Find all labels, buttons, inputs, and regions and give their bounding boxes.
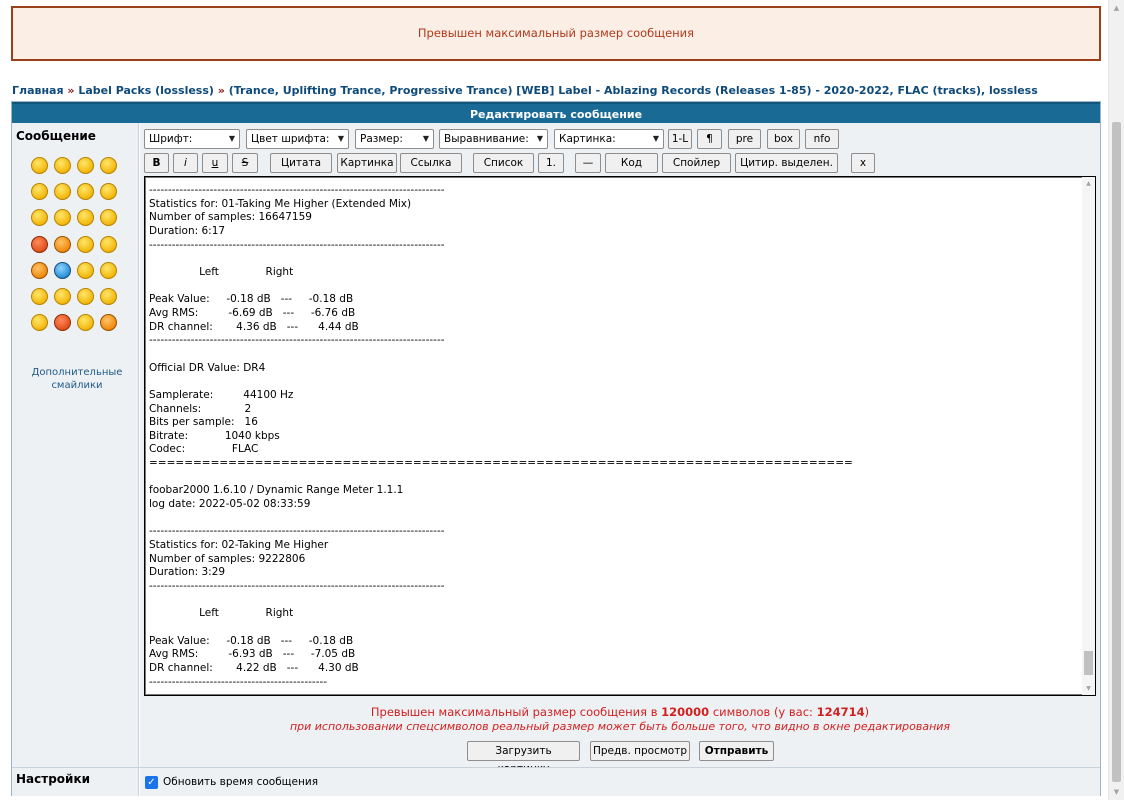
- textarea-scrollbar[interactable]: [1082, 177, 1095, 695]
- redface-smiley-icon[interactable]: [77, 209, 94, 226]
- size-error-message: [140, 705, 1100, 719]
- submit-button[interactable]: Отправить: [699, 741, 774, 761]
- message-textarea[interactable]: [144, 176, 1096, 696]
- more-smileys-link[interactable]: Дополнительные смайлики: [31, 367, 123, 391]
- sad-smiley-icon-glyph: 🙁: [80, 161, 91, 170]
- link-button[interactable]: Ссылка: [400, 153, 462, 173]
- eek-smiley-icon-glyph: 😲: [35, 187, 44, 197]
- arrow-smiley-icon[interactable]: [100, 262, 117, 279]
- confused-smiley-icon[interactable]: [54, 183, 71, 200]
- cool-smiley-icon-glyph: 😎: [81, 187, 90, 197]
- breadcrumb: [12, 84, 1038, 97]
- cool-smiley-icon[interactable]: [77, 183, 94, 200]
- size-select-value: Размер:: [360, 133, 403, 145]
- update-time-checkbox[interactable]: [145, 776, 158, 789]
- update-time-label[interactable]: Обновить время сообщения: [163, 776, 319, 788]
- grin-smiley-icon[interactable]: [31, 157, 48, 174]
- chevron-down-icon: ▼: [228, 134, 235, 143]
- smile-smiley-icon-glyph: 🙂: [57, 161, 68, 170]
- redface-smiley-icon-glyph: 😳: [81, 213, 90, 223]
- razz-smiley-icon-glyph: 😛: [58, 213, 67, 223]
- scroll-up-icon[interactable]: ▲: [1086, 180, 1091, 187]
- grinning-smiley-icon[interactable]: [100, 288, 117, 305]
- question-smiley-icon-glyph: ?: [60, 265, 65, 275]
- image-select-value: Картинка:: [559, 133, 616, 145]
- dizzy-smiley-icon-glyph: 😵: [35, 318, 44, 328]
- box-button[interactable]: box: [767, 129, 800, 149]
- kiss-smiley-icon[interactable]: [100, 314, 117, 331]
- list-button[interactable]: Список: [473, 153, 534, 173]
- surprised-smiley-icon-glyph: 😮: [104, 161, 113, 170]
- horizontal-rule-button[interactable]: —: [575, 153, 601, 173]
- arrow-smiley-icon-glyph: ➜: [105, 265, 112, 275]
- exclaim-smiley-icon-glyph: !: [37, 265, 42, 275]
- kiss-smiley-icon-glyph: 😚: [104, 318, 113, 328]
- page-scrollbar-thumb[interactable]: [1112, 122, 1121, 782]
- grinning-smiley-icon-glyph: 😁: [104, 291, 113, 301]
- arrow-left-smiley-icon-glyph: ⬅: [36, 291, 43, 301]
- size-error-suffix: ): [864, 705, 870, 719]
- list-item-button[interactable]: 1.: [538, 153, 564, 173]
- font-select[interactable]: [144, 129, 240, 149]
- laugh-smiley-icon-glyph: 😆: [104, 187, 113, 197]
- form-header: Редактировать сообщение: [12, 102, 1100, 123]
- italic-button[interactable]: i: [173, 153, 198, 173]
- fist-smiley-icon-glyph: ✊: [57, 318, 68, 328]
- twisted-smiley-icon-glyph: 😈: [58, 239, 67, 249]
- chevron-down-icon: ▼: [652, 134, 659, 143]
- page-scrollbar[interactable]: [1108, 0, 1124, 800]
- idea-smiley-icon[interactable]: [77, 262, 94, 279]
- chevron-down-icon: ▼: [337, 134, 344, 143]
- cry-smiley-icon[interactable]: [100, 209, 117, 226]
- evil-smiley-icon[interactable]: [31, 236, 48, 253]
- message-sidebar: [12, 123, 139, 767]
- quote-selection-button[interactable]: Цитир. выделен.: [735, 153, 838, 173]
- align-select[interactable]: [439, 129, 548, 149]
- grin-smiley-icon-glyph: 😄: [35, 161, 44, 170]
- error-banner: [11, 6, 1101, 61]
- underline-button[interactable]: u: [202, 153, 228, 173]
- idea-smiley-icon-glyph: 💡: [80, 265, 91, 275]
- arrow-left-smiley-icon[interactable]: [31, 288, 48, 305]
- wink-smiley-icon[interactable]: [100, 236, 117, 253]
- strike-button[interactable]: S: [232, 153, 258, 173]
- fist-smiley-icon[interactable]: [54, 314, 71, 331]
- question-smiley-icon[interactable]: [54, 262, 71, 279]
- paragraph-button[interactable]: ¶: [697, 129, 722, 149]
- image-select[interactable]: [554, 129, 664, 149]
- message-section-title: Сообщение: [16, 129, 96, 143]
- twisted-smiley-icon[interactable]: [54, 236, 71, 253]
- textarea-scrollbar-thumb[interactable]: [1084, 651, 1093, 675]
- size-error-middle: символов (у вас:: [712, 705, 813, 719]
- breadcrumb-separator: »: [217, 84, 225, 97]
- size-error-current: 124714: [816, 705, 865, 719]
- preview-button[interactable]: Предв. просмотр: [590, 741, 690, 761]
- rolleyes-smiley-icon-glyph: 🙄: [80, 239, 91, 249]
- eek-smiley-icon[interactable]: [31, 183, 48, 200]
- angry-smiley-icon-glyph: 😣: [58, 291, 67, 301]
- quote-button[interactable]: Цитата: [270, 153, 332, 173]
- align-select-value: Выравнивание:: [444, 133, 529, 145]
- one-l-button[interactable]: 1-L: [668, 129, 692, 149]
- font-select-value: Шрифт:: [149, 133, 193, 145]
- bold-button[interactable]: B: [144, 153, 169, 173]
- settings-options: [140, 768, 1100, 796]
- settings-label: Настройки: [12, 768, 139, 796]
- nfo-button[interactable]: nfo: [805, 129, 839, 149]
- close-tags-button[interactable]: x: [851, 153, 875, 173]
- editor-area: [140, 123, 1100, 767]
- angry-smiley-icon[interactable]: [54, 288, 71, 305]
- tongue-smiley-icon-glyph: 😜: [81, 291, 90, 301]
- sad-smiley-icon[interactable]: [77, 157, 94, 174]
- breadcrumb-separator: »: [67, 84, 75, 97]
- size-select[interactable]: [355, 129, 434, 149]
- hmm-smiley-icon[interactable]: [77, 314, 94, 331]
- scroll-down-icon[interactable]: ▼: [1086, 685, 1091, 692]
- spoiler-button[interactable]: Спойлер: [662, 153, 731, 173]
- upload-image-button[interactable]: Загрузить: [467, 741, 580, 761]
- smiley-grid: [31, 157, 123, 340]
- chevron-down-icon: ▼: [422, 134, 429, 143]
- edit-post-form: [11, 101, 1101, 796]
- font-color-select[interactable]: [246, 129, 349, 149]
- scroll-down-icon[interactable]: ▼: [1113, 788, 1120, 796]
- scroll-up-icon[interactable]: ▲: [1113, 4, 1120, 12]
- chevron-down-icon: ▼: [536, 134, 543, 143]
- size-error-limit: 120000: [661, 705, 710, 719]
- smile-smiley-icon[interactable]: [54, 157, 71, 174]
- mad-smiley-icon[interactable]: [31, 209, 48, 226]
- breadcrumb-home-link[interactable]: Главная: [12, 84, 64, 97]
- dizzy-smiley-icon[interactable]: [31, 314, 48, 331]
- error-banner-message: Превышен максимальный размер сообщения: [417, 26, 695, 40]
- pre-button[interactable]: pre: [728, 129, 761, 149]
- cry-smiley-icon-glyph: 😢: [104, 213, 113, 223]
- insert-image-button[interactable]: Картинка: [337, 153, 397, 173]
- size-error-note: при использовании спецсимволов реальный размер может быть больше того, что видно в окне редактирования: [289, 720, 951, 733]
- tongue-smiley-icon[interactable]: [77, 288, 94, 305]
- message-text[interactable]: ------------------------------------------------------------------------------ Statistics for: 01-Taking Me Higher (Extended Mix) Number of samples: 16647159 Duration: 6:17 ------------------------------------------------------------------------------ Left Right Peak Value: -0.18 dB --- -0.18 dB Avg RMS: -6.69 dB --- -6.76 dB DR channel: 4.36 dB --- 4.44 dB ------------------------------------------------------------------------------ Official DR Value: DR4 Samplerate: 44100 Hz Channels: 2 Bits per sample: 16 Bitrate: 1040 kbps Codec: FLAC ================================================================================ foobar2000 1.6.10 / Dynamic Range Meter 1.1.1 log date: 2022-05-02 08:33:59 ------------------------------------------------------------------------------ Statistics for: 02-Taking Me Higher Number of samples: 9222806 Duration: 3:29 ------------------------------------------------------------------------------ Left Right Peak Value: -0.18 dB --- -0.18 dB Avg RMS: -6.93 dB --- -7.05 dB DR channel: 4.22 dB --- 4.30 dB -----------------------------------------------: [149, 184, 853, 688]
- surprised-smiley-icon[interactable]: [100, 157, 117, 174]
- code-button[interactable]: Код: [605, 153, 658, 173]
- hmm-smiley-icon-glyph: 😐: [81, 318, 90, 328]
- rolleyes-smiley-icon[interactable]: [77, 236, 94, 253]
- breadcrumb-topic-link[interactable]: (Trance, Uplifting Trance, Progressive Trance) [WEB] Label - Ablazing Records (Releases 1-85) - 2020-2022, FLAC (tracks), lossless: [228, 84, 1038, 97]
- evil-smiley-icon-glyph: 😡: [35, 239, 44, 249]
- mad-smiley-icon-glyph: 😠: [35, 213, 44, 223]
- razz-smiley-icon[interactable]: [54, 209, 71, 226]
- font-color-select-value: Цвет шрифта:: [251, 133, 330, 145]
- checkmark-icon: ✓: [147, 777, 156, 788]
- size-error-prefix: Превышен максимальный размер сообщения в: [370, 705, 658, 719]
- laugh-smiley-icon[interactable]: [100, 183, 117, 200]
- wink-smiley-icon-glyph: 😉: [104, 239, 113, 249]
- settings-row: [12, 767, 1100, 796]
- exclaim-smiley-icon[interactable]: [31, 262, 48, 279]
- confused-smiley-icon-glyph: 😕: [58, 187, 67, 197]
- breadcrumb-section-link[interactable]: Label Packs (lossless): [78, 84, 214, 97]
